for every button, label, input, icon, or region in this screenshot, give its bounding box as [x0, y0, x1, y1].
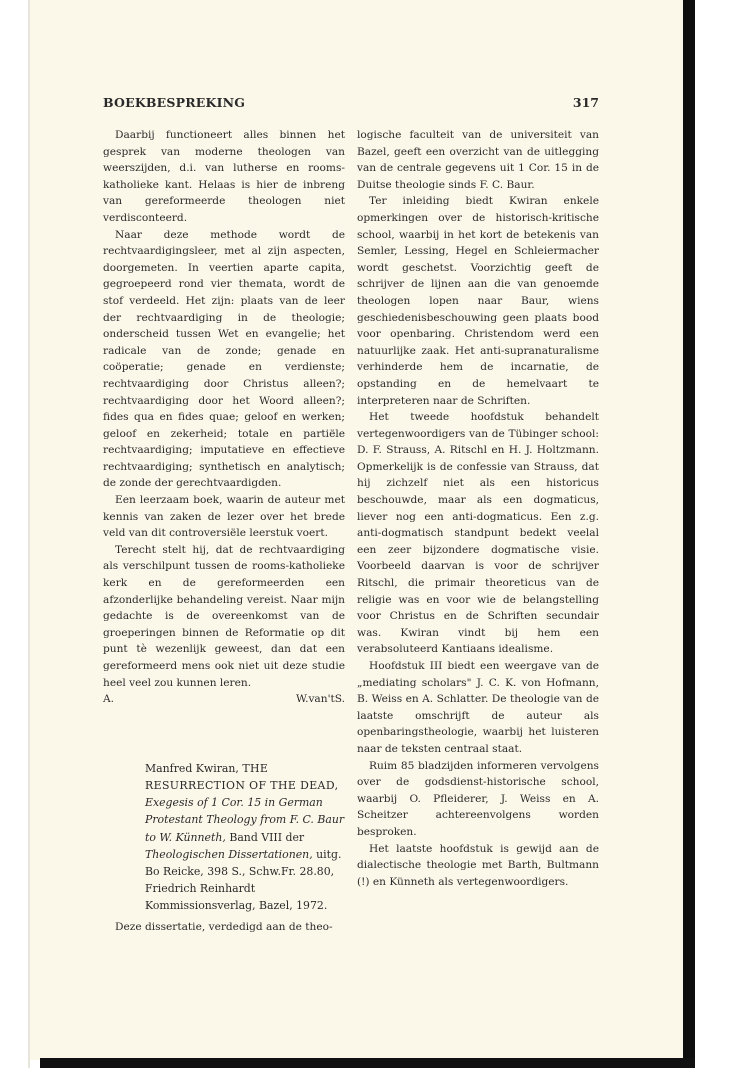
review-signature: [103, 691, 345, 708]
running-title: BOEKBESPREKING: [103, 95, 246, 110]
paragraph: Hoofdstuk III biedt een weergave van de „mediating scholars" J. C. K. von Hofmann, B. Weiss en A. Schlatter. De theologie van de laatste omschrijft de auteur als openbaringstheologie, waarbij het luisteren naar de teksten centraal staat.: [357, 660, 599, 755]
signature-name: W.van'tS.: [296, 693, 345, 706]
book-series-prefix: Band VIII der: [229, 830, 305, 844]
paragraph: Het tweede hoofdstuk behandelt vertegenwoordigers van de Tübinger school: D. F. Strauss, A. Ritschl en H. J. Holtzmann. Opmerkelijk is de confessie van Strauss, dat hij zichzelf niet als een historicus beschouwde, maar als een dogmaticus, liever nog een anti-dogmaticus. Een z.g. anti-dogmatisch standpunt bedekt veelal een zeer bijzondere dogmatische visie. Voorbeeld daarvan is voor de schrijver Ritschl, die primair theoreticus van de religie was en voor wie de belangstelling voor Christus en de Schriften secundair was. Kwiran vindt bij hem een verabsoluteerd Kantiaans idealisme.: [357, 411, 599, 656]
paragraph: Naar deze methode wordt de rechtvaardigingsleer, met al zijn aspecten, doorgemeten. In veertien aparte capita, gegroepeerd rond vier themata, wordt de stof verdeeld. Het zijn: plaats van de leer der rechtvaardiging in de theologie; onderscheid tussen Wet en evangelie; het radicale van de zonde; genade en coöperatie; genade en verdienste; rechtvaardiging door Christus alleen?; rechtvaardiging door het Woord alleen?; fides qua en fides quae; geloof en werken; geloof en zekerheid; totale en partiële rechtvaardiging; imputatieve en effectieve rechtvaardiging; synthetisch en analytisch; de zonde der gerechtvaardigden.: [103, 228, 345, 490]
paragraph: Terecht stelt hij, dat de rechtvaardiging als verschilpunt tussen de rooms-katholieke kerk en de gereformeerden een afzonderlijke behandeling vereist. Naar mijn gedachte is de overeenkomst van de groeperingen binnen de Reformatie op dit punt tè wezenlijk geweest, dan dat een gereformeerd mens ook niet uit deze studie heel veel zou kunnen leren.: [103, 543, 345, 689]
paragraph: Een leerzaam boek, waarin de auteur met kennis van zaken de lezer over het brede veld van dit controversiële leerstuk voert.: [103, 494, 345, 540]
right-column: [357, 127, 599, 890]
book-subtitle: Exegesis of 1 Cor. 15 in German Protestant Theology from F. C. Baur to W. Künneth,: [145, 796, 345, 844]
paragraph: Het laatste hoofdstuk is gewijd aan de dialectische theologie met Barth, Bultmann (!) en Künneth als vertegenwoordigers.: [357, 842, 599, 888]
left-column: [103, 127, 345, 935]
book-publication: uitg. Bo Reicke, 398 S., Schw.Fr. 28.80, Friedrich Reinhardt Kommissionsverlag, Bazel, 1972.: [145, 847, 342, 913]
paragraph: logische faculteit van de universiteit van Bazel, geeft een overzicht van de uitlegging van de centrale gegevens uit 1 Cor. 15 in de Duitse theologie sinds F. C. Baur.: [357, 129, 599, 191]
scan-right-border: [683, 0, 695, 1068]
scan-bottom-border: [40, 1058, 695, 1068]
paragraph: Daarbij functioneert alles binnen het gesprek van moderne theologen van weerszijden, d.i. van lutherse en rooms-katholieke kant. Helaas is hier de inbreng van gereformeerde theologen niet verdisconteerd.: [103, 129, 345, 224]
book-title: THE RESURRECTION OF THE DEAD,: [145, 761, 339, 792]
book-author: Manfred Kwiran,: [145, 761, 239, 775]
book-series: Theologischen Dissertationen,: [145, 847, 313, 861]
page-number: 317: [572, 95, 599, 110]
signature-initial: A.: [103, 693, 115, 706]
book-citation: [145, 760, 345, 915]
paper-page: [30, 0, 683, 1060]
paragraph: Ruim 85 bladzijden informeren vervolgens over de godsdienst-historische school, waarbij O. Pfleiderer, J. Weiss en A. Scheitzer achtereenvolgens worden besproken.: [357, 759, 599, 838]
paragraph: Deze dissertatie, verdedigd aan de theo-: [115, 920, 333, 933]
paragraph: Ter inleiding biedt Kwiran enkele opmerkingen over de historisch-kritische school, waarbij in het kort de betekenis van Semler, Lessing, Hegel en Schleiermacher wordt geschetst. Voorzichtig geeft de schrijver de lijnen aan die van genoemde theologen lopen naar Baur, wiens geschiedenisbeschouwing geen plaats bood voor openbaring. Christendom werd een natuurlijke zaak. Het anti-supranaturalisme verhinderde hem de incarnatie, de opstanding en de hemelvaart te interpreteren naar de Schriften.: [357, 195, 599, 407]
